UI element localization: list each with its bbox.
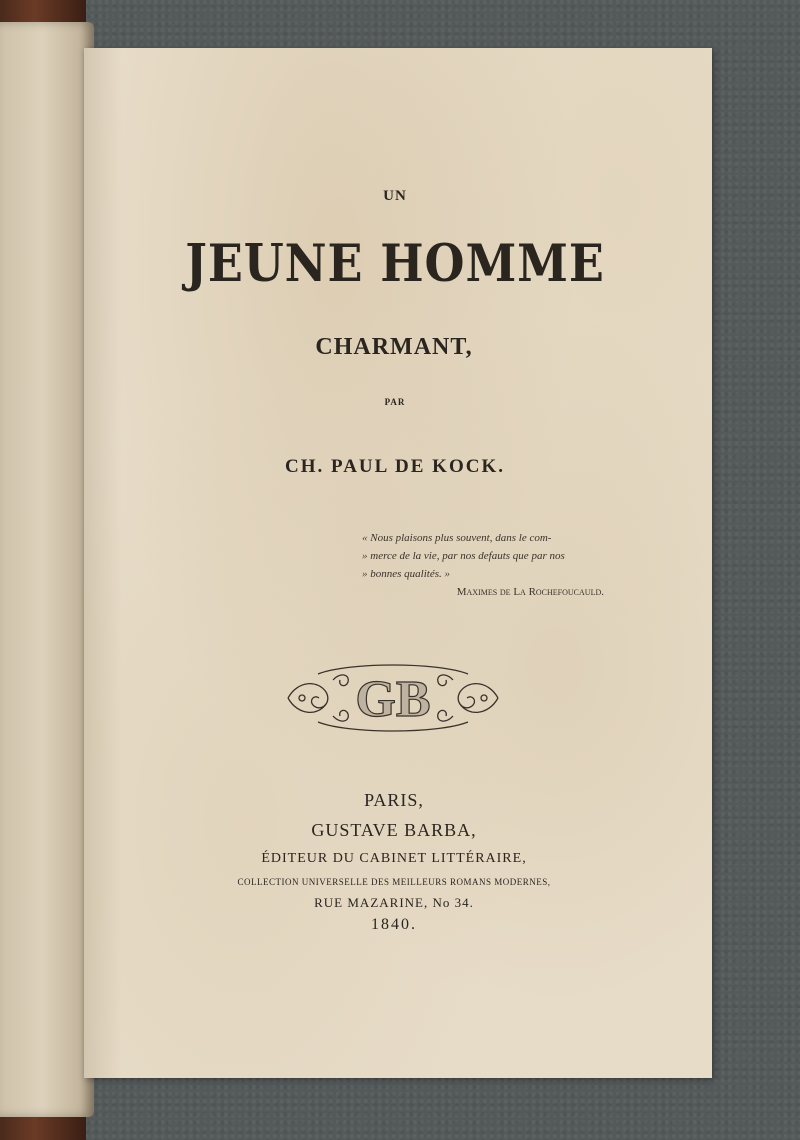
title-article: UN [383, 188, 407, 204]
imprint-city: PARIS, [364, 790, 424, 810]
imprint-role: ÉDITEUR DU CABINET LITTÉRAIRE, [261, 851, 527, 866]
book-subtitle: CHARMANT, [315, 334, 473, 360]
monogram-letters: GB [355, 671, 431, 728]
epigraph-source: Maximes de La Rochefoucauld. [456, 586, 604, 598]
left-page-edge [0, 22, 94, 1117]
imprint-year: 1840. [371, 916, 417, 933]
epigraph-line-1: « Nous plaisons plus souvent, dans le com- [362, 532, 552, 544]
author-name: CH. PAUL DE KOCK. [285, 456, 505, 477]
by-label: PAR [384, 397, 406, 407]
epigraph-line-3: » bonnes qualités. » [362, 568, 450, 580]
book-title: JEUNE HOMME [185, 234, 605, 294]
title-page [84, 48, 712, 1078]
ornamental-monogram-icon [278, 660, 508, 736]
imprint-collection: COLLECTION UNIVERSELLE DES MEILLEURS ROMANS MODERNES, [237, 877, 551, 887]
imprint-publisher: GUSTAVE BARBA, [311, 820, 477, 840]
imprint-address: RUE MAZARINE, No 34. [314, 895, 474, 910]
epigraph-line-2: » merce de la vie, par nos defauts que par nos [362, 550, 565, 562]
